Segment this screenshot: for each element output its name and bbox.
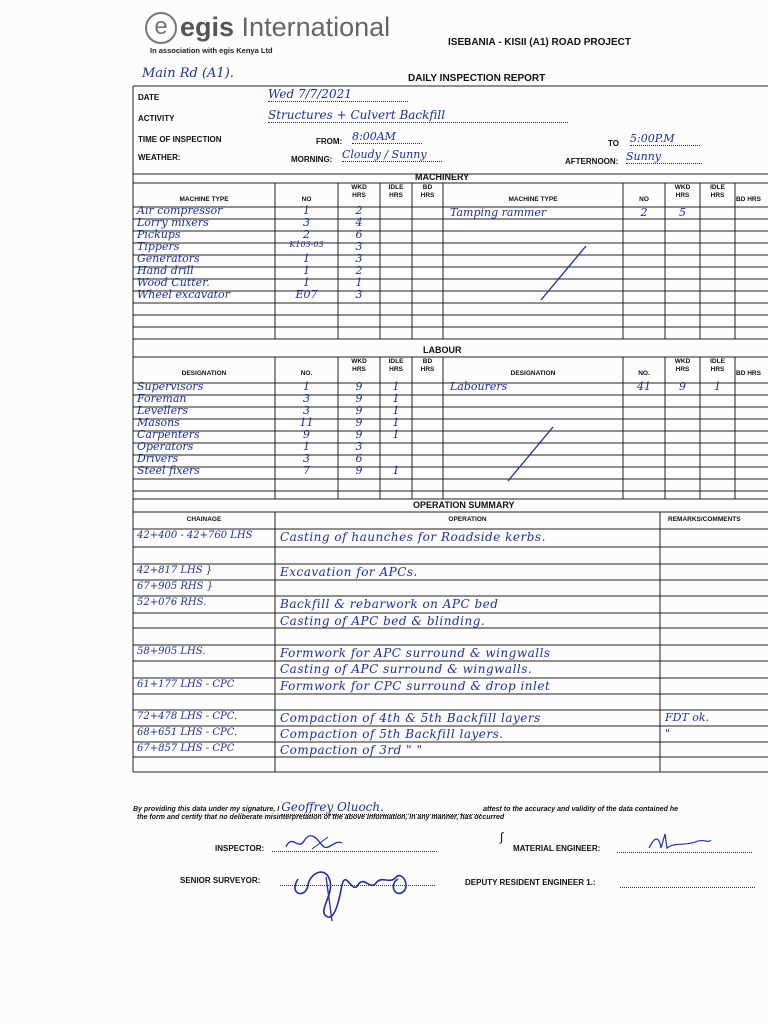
operation-cell[interactable]: Compaction of 4th & 5th Backfill layers [280, 711, 541, 725]
machine-no-cell[interactable]: 1 [303, 204, 310, 217]
from-value[interactable]: 8:00AM [352, 130, 422, 144]
operation-cell[interactable]: Excavation for APCs. [280, 565, 418, 579]
machine-no-cell[interactable]: 3 [303, 216, 310, 229]
material-engineer-signature-icon [645, 832, 715, 856]
machine-wkd-header-right: WKD HRS [674, 184, 691, 199]
chainage-cell[interactable]: 72+478 LHS - CPC. [137, 711, 238, 722]
labour-wkd-cell-right[interactable]: 9 [679, 380, 686, 393]
certification-suffix: attest to the accuracy and validity of the data contained he [483, 806, 679, 813]
operation-cell[interactable]: Compaction of 5th Backfill layers. [280, 727, 504, 741]
machine-wkd-cell[interactable]: 3 [355, 252, 363, 265]
remarks-header: REMARKS/COMMENTS [668, 516, 741, 523]
machine-no-cell-right[interactable]: 2 [640, 206, 648, 219]
chainage-cell[interactable]: 42+400 - 42+760 LHS [137, 530, 253, 541]
designation-cell[interactable]: Masons [137, 416, 180, 429]
machine-wkd-cell[interactable]: 3 [355, 288, 363, 301]
labour-no-cell[interactable]: 1 [303, 380, 310, 393]
operation-header: OPERATION [448, 516, 487, 523]
machine-wkd-cell-right[interactable]: 5 [679, 206, 686, 219]
chainage-cell[interactable]: 61+177 LHS - CPC [137, 679, 235, 690]
material-engineer-mark-icon: ∫ [500, 830, 504, 844]
labour-wkd-header-right: WKD HRS [674, 358, 691, 373]
labour-idle-cell[interactable]: 1 [392, 464, 400, 477]
operation-cell[interactable]: Compaction of 3rd " " [280, 743, 423, 757]
machine-type-cell[interactable]: Pickups [137, 228, 181, 241]
chainage-cell[interactable]: 67+905 RHS } [137, 581, 214, 592]
designation-cell[interactable]: Operators [137, 440, 194, 453]
labour-no-cell-right[interactable]: 41 [637, 380, 651, 393]
machine-idle-header: IDLE HRS [388, 184, 404, 199]
remarks-cell[interactable]: " [665, 727, 671, 740]
to-value[interactable]: 5:00P.M [630, 132, 700, 146]
chainage-cell[interactable]: 58+905 LHS. [137, 646, 206, 657]
operation-cell[interactable]: Casting of haunches for Roadside kerbs. [280, 530, 546, 544]
chainage-cell[interactable]: 52+076 RHS. [137, 597, 207, 608]
labour-idle-cell[interactable]: 1 [392, 404, 400, 417]
machinery-strike-line [541, 246, 586, 300]
inspector-signature-icon [282, 831, 362, 855]
labour-wkd-cell[interactable]: 3 [355, 440, 363, 453]
activity-value[interactable]: Structures + Culvert Backfill [268, 108, 568, 123]
afternoon-value[interactable]: Sunny [626, 150, 702, 164]
deputy-resident-engineer-signature-line[interactable] [620, 887, 755, 888]
certification-line-2: the form and certify that no deliberate misinterpretation of the above information, in any manner, has occurred [137, 814, 505, 821]
machine-type-cell[interactable]: Tippers [137, 240, 180, 253]
location-handwritten: Main Rd (A1). [142, 66, 234, 81]
machine-type-cell[interactable]: Wood Cutter. [137, 276, 210, 289]
morning-label: MORNING: [291, 155, 333, 164]
machine-type-header: MACHINE TYPE [179, 196, 229, 203]
labour-wkd-cell[interactable]: 9 [355, 404, 363, 417]
operation-cell[interactable]: Casting of APC surround & wingwalls. [280, 662, 533, 676]
machine-wkd-cell[interactable]: 1 [355, 276, 363, 289]
machine-no-cell[interactable]: 2 [303, 228, 310, 241]
certifier-name[interactable]: Geoffrey Oluoch. [281, 800, 481, 815]
senior-surveyor-label: SENIOR SURVEYOR: [180, 876, 261, 885]
machine-wkd-header: WKD HRS [351, 184, 367, 199]
senior-surveyor-signature-line[interactable] [280, 885, 435, 886]
from-label: FROM: [316, 137, 343, 146]
labour-no-cell[interactable]: 3 [303, 392, 310, 405]
labour-wkd-header: WKD HRS [351, 358, 367, 373]
machine-type-header-right: MACHINE TYPE [508, 196, 558, 203]
machine-type-cell[interactable]: Air compressor [137, 204, 223, 217]
remarks-cell[interactable]: FDT ok. [665, 711, 710, 724]
designation-header: DESIGNATION [181, 370, 227, 377]
chainage-cell[interactable]: 67+857 LHS - CPC [137, 743, 235, 754]
machine-type-cell-right[interactable]: Tamping rammer [450, 206, 547, 219]
labour-wkd-cell[interactable]: 6 [355, 452, 363, 465]
machine-no-cell[interactable]: 1 [303, 276, 310, 289]
machine-wkd-cell[interactable]: 2 [355, 264, 363, 277]
chainage-cell[interactable]: 68+651 LHS - CPC. [137, 727, 238, 738]
machine-bd-header-right: BD HRS [736, 196, 761, 203]
designation-cell[interactable]: Levellers [137, 404, 188, 417]
labour-no-header-right: NO. [638, 370, 650, 377]
machine-type-cell[interactable]: Lorry mixers [137, 216, 209, 229]
labour-no-cell[interactable]: 3 [303, 404, 310, 417]
report-title: DAILY INSPECTION REPORT [408, 73, 546, 84]
labour-wkd-cell[interactable]: 9 [355, 416, 363, 429]
morning-value[interactable]: Cloudy / Sunny [342, 148, 442, 162]
activity-label: ACTIVITY [138, 114, 175, 123]
labour-no-cell[interactable]: 9 [303, 428, 310, 441]
labour-idle-cell[interactable]: 1 [392, 380, 400, 393]
labour-idle-header-right: IDLE HRS [710, 358, 725, 373]
certification-prefix: By providing this data under my signature, I [133, 806, 280, 813]
designation-cell-right[interactable]: Labourers [450, 380, 508, 393]
designation-cell[interactable]: Drivers [137, 452, 179, 465]
project-title: ISEBANIA - KISII (A1) ROAD PROJECT [448, 37, 631, 48]
labour-idle-cell-right[interactable]: 1 [714, 380, 721, 393]
machine-no-cell[interactable]: 1 [303, 252, 310, 265]
machine-no-cell[interactable]: E07 [295, 288, 318, 301]
machine-type-cell[interactable]: Hand drill [137, 264, 194, 277]
machine-bd-header: BD HRS [420, 184, 435, 199]
labour-no-cell[interactable]: 11 [299, 416, 314, 429]
labour-idle-cell[interactable]: 1 [392, 428, 400, 441]
labour-no-cell[interactable]: 3 [303, 452, 310, 465]
machine-no-header-right: NO [639, 196, 649, 203]
operation-cell[interactable]: Casting of APC bed & blinding. [280, 614, 486, 628]
to-label: TO [608, 139, 619, 148]
date-label: DATE [138, 93, 160, 102]
machine-no-cell[interactable]: 1 [303, 264, 310, 277]
labour-bd-header-right: BD HRS [736, 370, 761, 377]
designation-header-right: DESIGNATION [510, 370, 556, 377]
labour-wkd-cell[interactable]: 9 [355, 428, 363, 441]
afternoon-label: AFTERNOON: [565, 157, 619, 166]
machine-no-header: NO [301, 196, 312, 203]
time-of-inspection-label: TIME OF INSPECTION [138, 135, 222, 144]
chainage-header: CHAINAGE [186, 516, 222, 523]
labour-idle-cell[interactable]: 1 [392, 392, 400, 405]
labour-title: LABOUR [423, 345, 462, 355]
designation-cell[interactable]: Foreman [137, 392, 187, 405]
labour-strike-line [508, 427, 553, 481]
labour-no-header: NO. [300, 370, 313, 377]
machine-type-cell[interactable]: Wheel excavator [137, 288, 230, 301]
deputy-resident-engineer-label: DEPUTY RESIDENT ENGINEER 1.: [465, 878, 596, 887]
labour-no-cell[interactable]: 7 [303, 464, 310, 477]
machine-no-cell[interactable]: K103-03 [289, 240, 324, 249]
chainage-cell[interactable]: 42+817 LHS } [137, 565, 213, 576]
certification-line-1 [133, 800, 678, 815]
company-logo-wordmark: egis International [180, 12, 391, 42]
date-value[interactable]: Wed 7/7/2021 [268, 87, 408, 102]
labour-wkd-cell[interactable]: 9 [355, 464, 363, 477]
material-engineer-signature-line[interactable] [617, 852, 752, 853]
labour-wkd-cell[interactable]: 9 [355, 392, 363, 405]
operation-summary-title: OPERATION SUMMARY [413, 500, 515, 510]
senior-surveyor-signature-icon [286, 855, 436, 925]
material-engineer-label: MATERIAL ENGINEER: [513, 844, 601, 853]
machine-type-cell[interactable]: Generators [137, 252, 200, 265]
operation-cell[interactable]: Backfill & rebarwork on APC bed [280, 597, 499, 611]
machine-wkd-cell[interactable]: 3 [355, 240, 363, 253]
labour-no-cell[interactable]: 1 [303, 440, 310, 453]
inspector-label: INSPECTOR: [215, 844, 265, 853]
labour-bd-header: BD HRS [420, 358, 435, 373]
designation-cell[interactable]: Supervisors [137, 380, 204, 393]
labour-idle-header: IDLE HRS [388, 358, 404, 373]
machine-wkd-cell[interactable]: 6 [355, 228, 363, 241]
operation-cell[interactable]: Formwork for APC surround & wingwalls [280, 646, 551, 660]
association-text: In association with egis Kenya Ltd [150, 46, 273, 55]
operation-cell[interactable]: Formwork for CPC surround & drop inlet [280, 679, 551, 693]
machinery-title: MACHINERY [415, 172, 470, 182]
weather-label: WEATHER: [138, 153, 181, 162]
inspector-signature-line[interactable] [272, 851, 437, 852]
labour-idle-cell[interactable]: 1 [392, 416, 400, 429]
machine-idle-header-right: IDLE HRS [710, 184, 725, 199]
machine-wkd-cell[interactable]: 2 [355, 204, 363, 217]
designation-cell[interactable]: Steel fixers [137, 464, 200, 477]
egis-logo-icon: e [145, 12, 177, 44]
labour-wkd-cell[interactable]: 9 [355, 380, 363, 393]
machine-wkd-cell[interactable]: 4 [355, 216, 363, 229]
designation-cell[interactable]: Carpenters [137, 428, 200, 441]
